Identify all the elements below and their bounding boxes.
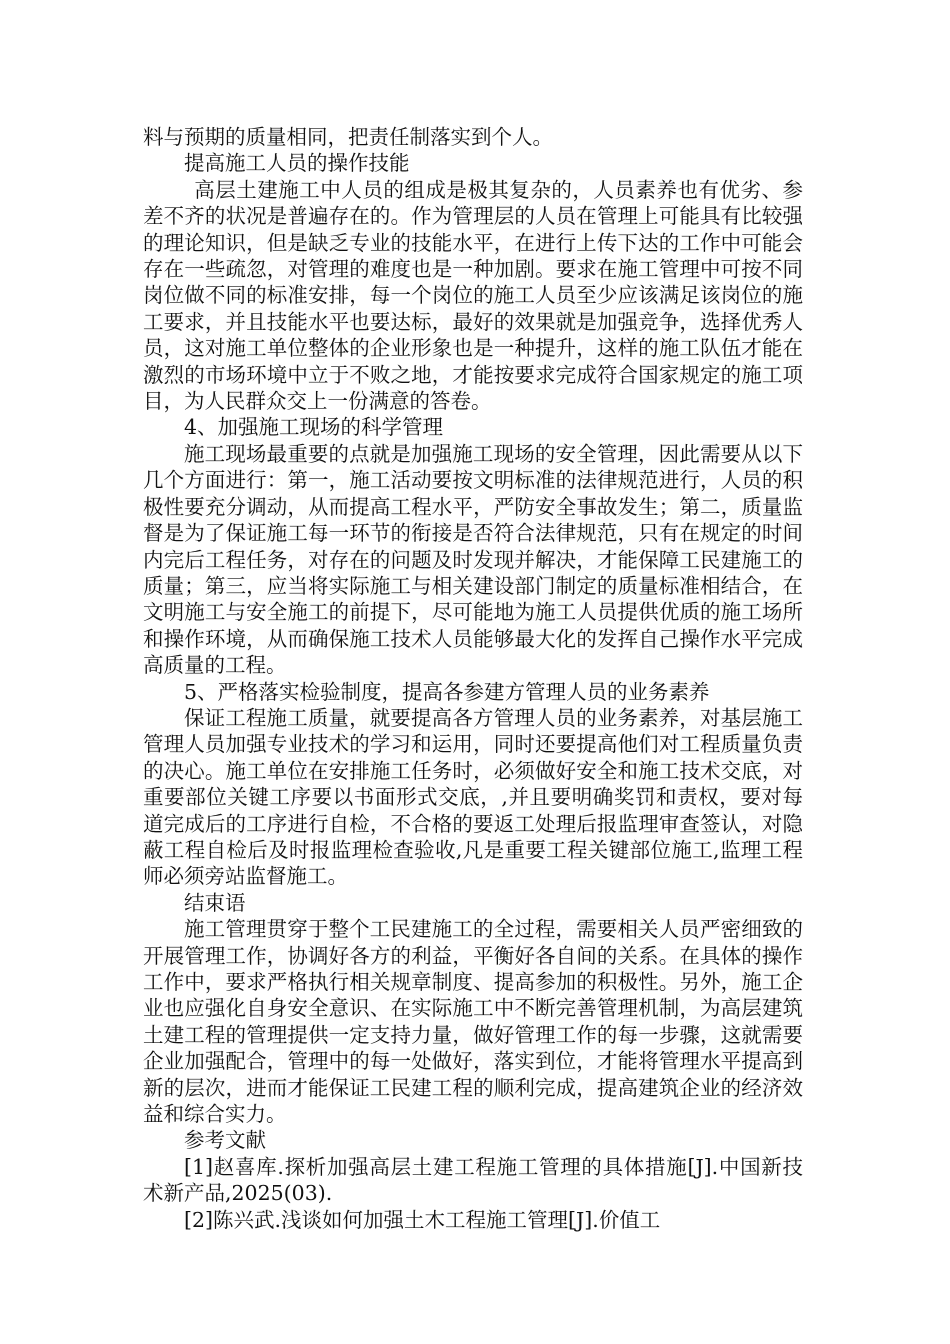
document-page bbox=[143, 124, 803, 1233]
paragraph-site-management: 施工现场最重要的点就是加强施工现场的安全管理，因此需要从以下几个方面进行：第一，施工活动要按文明标准的法律规范进行，人员的积极性要充分调动，从而提高工程水平，严防安全事故发生；第二，质量监督是为了保证施工每一环节的衔接是否符合法律规范，只有在规定的时间内完后工程任务，对存在的问题及时发现并解决，才能保障工民建施工的质量；第三，应当将实际施工与相关建设部门制定的质量标准相结合，在文明施工与安全施工的前提下，尽可能地为施工人员提供优质的施工场所和操作环境，从而确保施工技术人员能够最大化的发挥自己操作水平完成高质量的工程。 bbox=[143, 441, 803, 678]
section-heading-inspection: 5、严格落实检验制度，提高各参建方管理人员的业务素养 bbox=[184, 679, 710, 704]
reference-item: [1]赵喜库.探析加强高层土建工程施工管理的具体措施[J].中国新技术新产品,2025(03). bbox=[143, 1154, 803, 1206]
paragraph-continuation: 料与预期的质量相同，把责任制落实到个人。 bbox=[143, 125, 553, 149]
paragraph-conclusion: 施工管理贯穿于整个工民建施工的全过程，需要相关人员严密细致的开展管理工作，协调好各方的利益，平衡好各自间的关系。在具体的操作工作中，要求严格执行相关规章制度、提高参加的积极性。另外，施工企业也应强化自身安全意识、在实际施工中不断完善管理机制，为高层建筑土建工程的管理提供一定支持力量，做好管理工作的每一步骤，这就需要企业加强配合，管理中的每一处做好，落实到位，才能将管理水平提高到新的层次，进而才能保证工民建工程的顺利完成，提高建筑企业的经济效益和综合实力。 bbox=[143, 917, 803, 1127]
section-heading-conclusion: 结束语 bbox=[184, 890, 246, 915]
section-heading-references: 参考文献 bbox=[184, 1128, 266, 1153]
section-heading-site-management: 4、加强施工现场的科学管理 bbox=[184, 415, 444, 440]
paragraph-inspection: 保证工程施工质量，就要提高各方管理人员的业务素养，对基层施工管理人员加强专业技术的学习和运用，同时还要提高他们对工程质量负责的决心。施工单位在安排施工任务时，必须做好安全和施工技术交底，对重要部位关键工序要以书面形式交底，,并且要明确奖罚和责权，要对每道完成后的工序进行自检，不合格的要返工处理后报监理审查签认，对隐蔽工程自检后及时报监理检查验收,凡是重要工程关键部位施工,监理工程师必须旁站监督施工。 bbox=[143, 705, 803, 889]
paragraph-skills: 高层土建施工中人员的组成是极其复杂的，人员素养也有优劣、参差不齐的状况是普遍存在的。作为管理层的人员在管理上可能具有比较强的理论知识，但是缺乏专业的技能水平，在进行上传下达的工作中可能会存在一些疏忽，对管理的难度也是一种加剧。要求在施工管理中可按不同岗位做不同的标准安排，每一个岗位的施工人员至少应该满足该岗位的施工要求，并且技能水平也要达标，最好的效果就是加强竞争，选择优秀人员，这对施工单位整体的企业形象也是一种提升，这样的施工队伍才能在激烈的市场环境中立于不败之地，才能按要求完成符合国家规定的施工项目，为人民群众交上一份满意的答卷。 bbox=[143, 177, 803, 414]
section-heading-skills: 提高施工人员的操作技能 bbox=[184, 151, 410, 176]
reference-item: [2]陈兴武.浅谈如何加强土木工程施工管理[J].价值工 bbox=[184, 1207, 661, 1232]
